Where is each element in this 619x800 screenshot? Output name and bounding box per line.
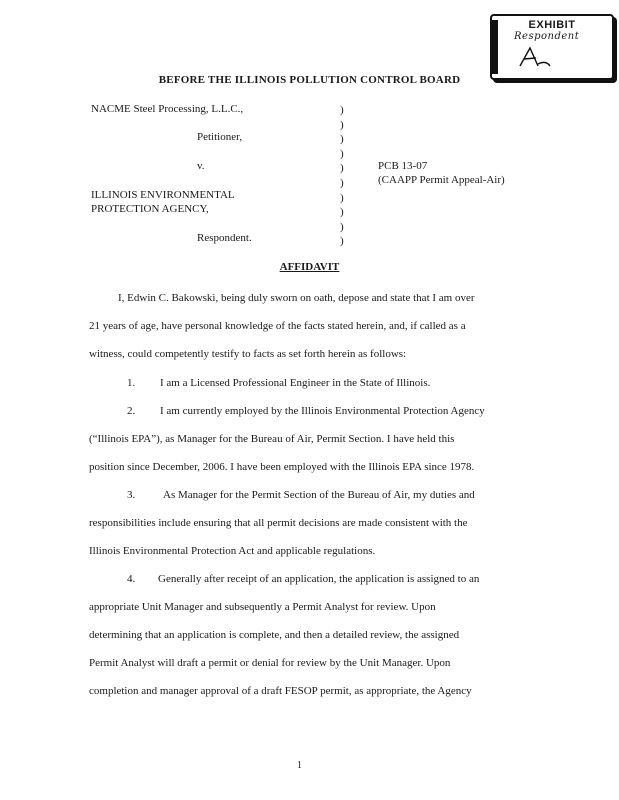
paragraph-line: position since December, 2006. I have been employed with the Illinois EPA since 1978.	[89, 461, 475, 473]
paragraph-line: responsibilities include ensuring that all permit decisions are made consistent with the	[89, 517, 468, 529]
respondent-label: Respondent.	[197, 232, 252, 244]
paragraph-line: determining that an application is complete, and then a detailed review, the assigned	[89, 629, 460, 641]
case-type: (CAAPP Permit Appeal-Air)	[378, 174, 505, 186]
court-heading: BEFORE THE ILLINOIS POLLUTION CONTROL BOARD	[158, 74, 461, 86]
intro-line: 21 years of age, have personal knowledge of the facts stated herein, and, if called as a	[89, 320, 466, 332]
exhibit-title: EXHIBIT	[528, 19, 576, 31]
caption-paren: )	[340, 191, 344, 204]
caption-paren: )	[340, 118, 344, 131]
paragraph-number: 2.	[127, 405, 136, 417]
paragraph-line: I am a Licensed Professional Engineer in the State of Illinois.	[160, 377, 431, 389]
caption-paren: )	[340, 162, 344, 175]
page-number: 1	[297, 760, 302, 771]
case-number: PCB 13-07	[378, 160, 428, 172]
paragraph-line: I am currently employed by the Illinois Environmental Protection Agency	[160, 405, 485, 417]
caption-paren: )	[340, 104, 344, 116]
paragraph-line: completion and manager approval of a draft FESOP permit, as appropriate, the Agency	[89, 685, 472, 697]
paragraph-line: As Manager for the Permit Section of the Bureau of Air, my duties and	[163, 489, 475, 501]
caption-paren: )	[340, 206, 344, 219]
caption-paren-column	[340, 103, 350, 249]
intro-line: I, Edwin C. Bakowski, being duly sworn on oath, depose and state that I am over	[118, 292, 475, 304]
paragraph-number: 4.	[127, 573, 136, 585]
case-caption	[0, 0, 619, 250]
paragraph-line: appropriate Unit Manager and subsequently a Permit Analyst for review. Upon	[89, 601, 436, 613]
paragraph-number: 3.	[127, 489, 136, 501]
caption-paren: )	[340, 133, 344, 146]
affidavit-title: AFFIDAVIT	[279, 261, 340, 273]
paragraph-line: Illinois Environmental Protection Act and applicable regulations.	[89, 545, 376, 557]
respondent-name-line1: ILLINOIS ENVIRONMENTAL	[91, 189, 235, 201]
versus-text: v.	[197, 160, 205, 172]
petitioner-label: Petitioner,	[197, 131, 243, 143]
paragraph-line: Permit Analyst will draft a permit or denial for review by the Unit Manager. Upon	[89, 657, 451, 669]
caption-paren: )	[340, 147, 344, 160]
intro-line: witness, could competently testify to facts as set forth herein as follows:	[89, 348, 407, 360]
petitioner-name: NACME Steel Processing, L.L.C.,	[91, 103, 244, 115]
exhibit-party: Respondent	[514, 31, 580, 42]
caption-paren: )	[340, 235, 344, 248]
paragraph-line: (“Illinois EPA”), as Manager for the Bureau of Air, Permit Section. I have held this	[89, 433, 455, 445]
caption-paren: )	[340, 176, 344, 189]
paragraph-number: 1.	[127, 377, 136, 389]
paragraph-line: Generally after receipt of an application, the application is assigned to an	[158, 573, 480, 585]
respondent-name-line2: PROTECTION AGENCY,	[91, 203, 209, 215]
caption-paren: )	[340, 220, 344, 233]
